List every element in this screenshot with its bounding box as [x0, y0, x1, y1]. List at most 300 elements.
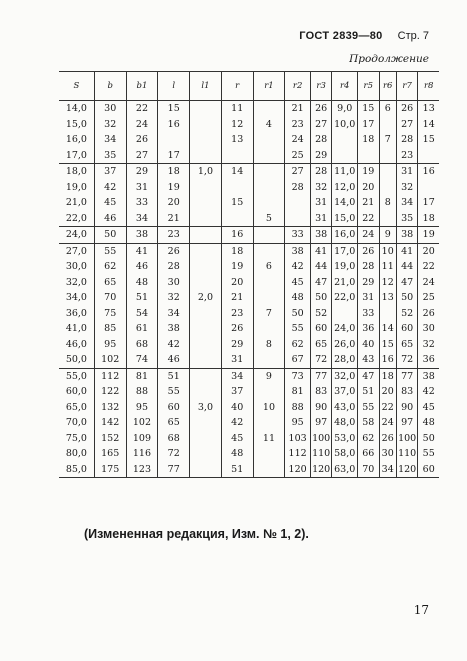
table-cell: 21,0 — [332, 275, 358, 291]
table-cell: 95 — [126, 400, 158, 416]
table-cell — [190, 227, 222, 244]
table-row — [59, 321, 439, 337]
table-cell — [358, 148, 380, 164]
table-cell: 23 — [158, 227, 190, 244]
table-cell: 14,0 — [59, 101, 94, 117]
table-cell: 24 — [285, 132, 311, 148]
table-cell: 20 — [422, 245, 435, 257]
table-cell: 132 — [94, 400, 126, 416]
table-cell: 77 — [158, 462, 190, 478]
table-cell: 38 — [396, 227, 418, 244]
table-cell: 122 — [94, 384, 126, 400]
table-cell: 28,0 — [332, 352, 358, 368]
table-cell: 100 — [396, 431, 418, 447]
table-cell: 26 — [158, 243, 190, 259]
table-cell: 38 — [310, 227, 332, 244]
table-cell: 62 — [94, 259, 126, 275]
table-cell: 55,0 — [59, 368, 94, 384]
table-cell: 18 — [158, 164, 190, 180]
table-cell — [379, 180, 396, 196]
table-cell: 36 — [418, 352, 439, 368]
table-cell: 46 — [126, 259, 158, 275]
table-cell: 22 — [126, 101, 158, 117]
table-cell: 95 — [285, 415, 311, 431]
table-cell: 90 — [310, 400, 332, 416]
table-cell: 30 — [379, 446, 396, 462]
table-row — [59, 195, 439, 211]
table-cell: 165 — [94, 446, 126, 462]
table-cell: 3,0 — [190, 400, 222, 416]
table-cell: 109 — [126, 431, 158, 447]
col-header: b1 — [126, 72, 158, 101]
table-cell: 27 — [396, 117, 418, 133]
table-cell: 19 — [221, 259, 253, 275]
table-cell: 34,0 — [59, 290, 94, 306]
table-cell — [253, 164, 285, 180]
table-row — [59, 462, 439, 478]
table-cell: 41 — [126, 243, 158, 259]
table-cell: 66 — [358, 446, 380, 462]
col-header: r3 — [310, 72, 332, 101]
table-cell: 15 — [221, 195, 253, 211]
table-cell: 26,0 — [332, 337, 358, 353]
table-cell: 14 — [422, 118, 435, 130]
table-cell — [379, 148, 396, 164]
table-row — [59, 431, 439, 447]
table-cell — [379, 117, 396, 133]
table-cell: 22 — [379, 400, 396, 416]
table-cell: 23 — [285, 117, 311, 133]
revision-note: (Измененная редакция, Изм. № 1, 2). — [84, 527, 309, 541]
table-cell: 28 — [396, 132, 418, 148]
table-cell: 55 — [94, 243, 126, 259]
table-cell: 31 — [396, 164, 418, 180]
table-cell: 18 — [379, 368, 396, 384]
col-header: l — [158, 72, 190, 101]
table-cell: 22 — [422, 261, 435, 273]
table-cell: 1,0 — [190, 164, 222, 180]
table-cell: 26 — [422, 307, 435, 319]
table-row — [59, 180, 439, 196]
table-cell — [190, 101, 222, 117]
table-cell: 35 — [94, 148, 126, 164]
table-cell — [190, 243, 222, 259]
table-cell: 42 — [422, 386, 435, 398]
table-cell: 18 — [221, 243, 253, 259]
table-cell: 26 — [310, 101, 332, 117]
table-cell: 9 — [253, 368, 285, 384]
table-cell: 27 — [126, 148, 158, 164]
table-cell: 26 — [358, 243, 380, 259]
table-cell: 50 — [396, 290, 418, 306]
table-cell: 60 — [158, 400, 190, 416]
table-cell: 42 — [94, 180, 126, 196]
table-cell — [253, 243, 285, 259]
table-row — [59, 400, 439, 416]
table-cell — [253, 321, 285, 337]
table-cell: 20 — [158, 195, 190, 211]
col-header: r4 — [332, 72, 358, 101]
table-cell — [221, 211, 253, 227]
table-cell: 50,0 — [59, 352, 94, 368]
table-cell: 19 — [358, 164, 380, 180]
table-cell — [190, 148, 222, 164]
col-header: l1 — [190, 72, 222, 101]
table-cell — [190, 211, 222, 227]
table-cell — [190, 446, 222, 462]
table-cell: 28 — [358, 259, 380, 275]
table-cell: 95 — [94, 337, 126, 353]
table-cell: 102 — [94, 352, 126, 368]
table-cell: 32 — [94, 117, 126, 133]
table-cell — [253, 101, 285, 117]
table-cell: 10 — [379, 243, 396, 259]
table-cell: 72 — [310, 352, 332, 368]
table-row — [59, 148, 439, 164]
table-cell — [190, 368, 222, 384]
table-cell: 14 — [379, 321, 396, 337]
table-cell — [379, 211, 396, 227]
table-cell: 9 — [379, 227, 396, 244]
table-cell: 15 — [379, 337, 396, 353]
table-cell: 6 — [253, 259, 285, 275]
table-cell: 41 — [396, 243, 418, 259]
table-cell — [253, 462, 285, 478]
table-cell: 11 — [379, 259, 396, 275]
table-cell — [418, 148, 439, 164]
table-cell: 41,0 — [59, 321, 94, 337]
table-cell: 70 — [94, 290, 126, 306]
table-cell: 50 — [285, 306, 311, 322]
table-cell: 110 — [310, 446, 332, 462]
table-cell: 60 — [310, 321, 332, 337]
table-cell: 37,0 — [332, 384, 358, 400]
table-cell: 25 — [422, 292, 435, 304]
table-cell: 53,0 — [332, 431, 358, 447]
table-cell: 13 — [379, 290, 396, 306]
table-cell — [221, 148, 253, 164]
table-header-row — [59, 72, 439, 101]
table-cell — [253, 352, 285, 368]
table-cell: 36 — [358, 321, 380, 337]
table-cell: 22,0 — [332, 290, 358, 306]
table-cell: 120 — [310, 462, 332, 478]
table-cell: 61 — [126, 321, 158, 337]
table-cell: 70,0 — [59, 415, 94, 431]
table-cell: 32 — [396, 180, 418, 196]
table-cell: 27 — [285, 164, 311, 180]
table-cell: 72 — [396, 352, 418, 368]
table-cell: 18,0 — [59, 164, 94, 180]
table-cell: 11 — [221, 101, 253, 117]
table-row — [59, 164, 439, 180]
table-cell: 65,0 — [59, 400, 94, 416]
table-cell: 24 — [379, 415, 396, 431]
table-cell: 58 — [358, 415, 380, 431]
table-row — [59, 352, 439, 368]
col-header: S — [59, 72, 94, 101]
table-cell: 8 — [379, 195, 396, 211]
table-cell: 17 — [422, 197, 435, 209]
table-cell: 81 — [126, 368, 158, 384]
table-cell: 26 — [126, 132, 158, 148]
table-cell: 55 — [158, 384, 190, 400]
table-cell: 65 — [158, 415, 190, 431]
table-cell — [253, 415, 285, 431]
table-row — [59, 211, 439, 227]
page-label: Стр. 7 — [397, 30, 429, 42]
table-row — [59, 101, 439, 117]
table-cell: 54 — [126, 306, 158, 322]
table-cell: 62 — [358, 431, 380, 447]
table-row — [59, 132, 439, 148]
table-cell: 42 — [285, 259, 311, 275]
table-cell: 17,0 — [332, 243, 358, 259]
table-cell: 7 — [379, 132, 396, 148]
table-cell: 44 — [396, 259, 418, 275]
col-header: r — [221, 72, 253, 101]
table-cell: 28 — [158, 259, 190, 275]
table-cell: 34 — [126, 211, 158, 227]
table-cell: 102 — [126, 415, 158, 431]
table-cell: 45 — [94, 195, 126, 211]
table-cell: 34 — [396, 195, 418, 211]
table-body — [59, 101, 439, 478]
table-cell — [253, 180, 285, 196]
col-header: b — [94, 72, 126, 101]
table-row — [59, 368, 439, 384]
table-cell: 63,0 — [332, 462, 358, 478]
table-cell: 31 — [126, 180, 158, 196]
table-cell: 24 — [126, 117, 158, 133]
table-cell: 55 — [422, 448, 435, 460]
table-cell: 43,0 — [332, 400, 358, 416]
table-cell: 24,0 — [332, 321, 358, 337]
table-cell: 48 — [126, 275, 158, 291]
table-cell: 42 — [158, 337, 190, 353]
table-cell: 11,0 — [332, 164, 358, 180]
table-cell: 8 — [253, 337, 285, 353]
table-cell: 27,0 — [59, 243, 94, 259]
table-cell: 13 — [221, 132, 253, 148]
table-cell: 68 — [158, 431, 190, 447]
table-cell: 28 — [310, 132, 332, 148]
col-header: r1 — [253, 72, 285, 101]
table-cell: 81 — [285, 384, 311, 400]
table-cell: 20 — [358, 180, 380, 196]
table-cell: 97 — [310, 415, 332, 431]
table-cell — [418, 180, 439, 196]
table-cell — [158, 132, 190, 148]
table-row — [59, 384, 439, 400]
table-cell: 26 — [379, 431, 396, 447]
table-cell: 34 — [158, 306, 190, 322]
table-cell — [190, 352, 222, 368]
table-cell: 29 — [310, 148, 332, 164]
table-cell: 36,0 — [59, 306, 94, 322]
table-cell: 22,0 — [59, 211, 94, 227]
table-cell — [190, 180, 222, 196]
table-cell: 152 — [94, 431, 126, 447]
table-cell: 22 — [358, 211, 380, 227]
table-cell: 74 — [126, 352, 158, 368]
table-cell: 48 — [285, 290, 311, 306]
table-cell: 50 — [94, 227, 126, 244]
table-cell: 15 — [422, 134, 435, 146]
table-cell: 77 — [396, 368, 418, 384]
table-cell — [285, 211, 311, 227]
table-cell: 77 — [310, 368, 332, 384]
table-cell: 46,0 — [59, 337, 94, 353]
table-cell: 23 — [396, 148, 418, 164]
table-cell: 23 — [221, 306, 253, 322]
table-cell — [379, 164, 396, 180]
table-cell: 175 — [94, 462, 126, 478]
table-cell — [190, 321, 222, 337]
table-cell: 21 — [221, 290, 253, 306]
table-cell: 51 — [158, 368, 190, 384]
table-cell: 46 — [158, 352, 190, 368]
table-cell: 26 — [221, 321, 253, 337]
table-cell: 70 — [358, 462, 380, 478]
table-row — [59, 275, 439, 291]
table-cell: 38 — [422, 370, 435, 382]
table-cell: 38 — [126, 227, 158, 244]
table-cell: 11 — [253, 431, 285, 447]
table-cell: 47 — [358, 368, 380, 384]
table-cell: 112 — [94, 368, 126, 384]
table-cell — [285, 195, 311, 211]
table-cell: 33 — [358, 306, 380, 322]
table-cell: 34 — [94, 132, 126, 148]
table-cell: 51 — [358, 384, 380, 400]
table-cell: 42 — [221, 415, 253, 431]
table-cell: 62 — [285, 337, 311, 353]
table-cell: 142 — [94, 415, 126, 431]
table-cell: 16 — [379, 352, 396, 368]
table-cell: 45 — [422, 401, 435, 413]
table-cell: 14,0 — [332, 195, 358, 211]
table-cell: 40 — [358, 337, 380, 353]
table-cell: 5 — [253, 211, 285, 227]
table-cell: 30 — [94, 101, 126, 117]
table-cell: 103 — [285, 431, 311, 447]
table-cell — [221, 180, 253, 196]
table-cell: 4 — [253, 117, 285, 133]
table-cell: 7 — [253, 306, 285, 322]
table-cell: 65 — [94, 275, 126, 291]
table-cell: 18 — [358, 132, 380, 148]
table-cell: 16 — [422, 166, 435, 178]
table-cell: 26 — [396, 101, 418, 117]
table-cell: 32,0 — [332, 368, 358, 384]
table-cell — [190, 415, 222, 431]
table-cell: 38 — [285, 243, 311, 259]
table-cell: 25 — [285, 148, 311, 164]
table-cell: 37 — [94, 164, 126, 180]
table-cell: 12 — [379, 275, 396, 291]
table-cell — [253, 275, 285, 291]
table-cell: 6 — [379, 101, 396, 117]
dimensions-table — [59, 71, 439, 478]
table-cell: 88 — [126, 384, 158, 400]
table-cell — [190, 195, 222, 211]
table-cell: 20 — [221, 275, 253, 291]
table-cell — [253, 132, 285, 148]
table-cell: 30 — [158, 275, 190, 291]
table-cell: 123 — [126, 462, 158, 478]
table-cell: 19 — [158, 180, 190, 196]
table-cell — [253, 384, 285, 400]
table-cell: 85,0 — [59, 462, 94, 478]
table-cell — [379, 306, 396, 322]
table-cell: 72 — [158, 446, 190, 462]
table-cell: 44 — [310, 259, 332, 275]
table-cell: 28 — [310, 164, 332, 180]
table-cell: 31 — [310, 195, 332, 211]
table-cell: 83 — [310, 384, 332, 400]
table-cell: 55 — [358, 400, 380, 416]
table-row — [59, 117, 439, 133]
table-cell: 80,0 — [59, 446, 94, 462]
table-cell: 65 — [310, 337, 332, 353]
table-cell: 30 — [422, 323, 435, 335]
table-cell: 33 — [126, 195, 158, 211]
table-cell — [332, 306, 358, 322]
table-cell: 24 — [422, 276, 435, 288]
table-cell: 15 — [158, 101, 190, 117]
table-cell — [190, 132, 222, 148]
table-cell: 65 — [396, 337, 418, 353]
table-cell — [190, 384, 222, 400]
col-header: r2 — [285, 72, 311, 101]
table-row — [59, 306, 439, 322]
document-code: ГОСТ 2839—80 — [299, 30, 383, 42]
table-cell: 9,0 — [332, 101, 358, 117]
table-cell: 60 — [396, 321, 418, 337]
table-cell — [190, 259, 222, 275]
table-cell — [190, 117, 222, 133]
table-cell — [253, 227, 285, 244]
table-cell: 19 — [418, 227, 439, 244]
table-cell: 16 — [158, 117, 190, 133]
table-cell: 48,0 — [332, 415, 358, 431]
table-cell: 15,0 — [59, 117, 94, 133]
table-cell: 31 — [221, 352, 253, 368]
table-cell: 16,0 — [332, 227, 358, 244]
table-cell: 58,0 — [332, 446, 358, 462]
table-cell: 13 — [422, 103, 435, 115]
table-cell: 68 — [126, 337, 158, 353]
table-cell: 21 — [158, 211, 190, 227]
table-row — [59, 446, 439, 462]
table-cell: 60,0 — [59, 384, 94, 400]
table-cell: 40 — [221, 400, 253, 416]
col-header: r5 — [358, 72, 380, 101]
table-cell: 100 — [310, 431, 332, 447]
table-cell: 21,0 — [59, 195, 94, 211]
table-cell: 18 — [418, 211, 439, 227]
table-cell: 17 — [358, 117, 380, 133]
table-cell: 21 — [285, 101, 311, 117]
table-cell: 15 — [358, 101, 380, 117]
table-cell: 21 — [358, 195, 380, 211]
table-cell: 112 — [285, 446, 311, 462]
table-cell: 75,0 — [59, 431, 94, 447]
table-cell: 31 — [310, 211, 332, 227]
table-cell — [190, 337, 222, 353]
table-row — [59, 259, 439, 275]
